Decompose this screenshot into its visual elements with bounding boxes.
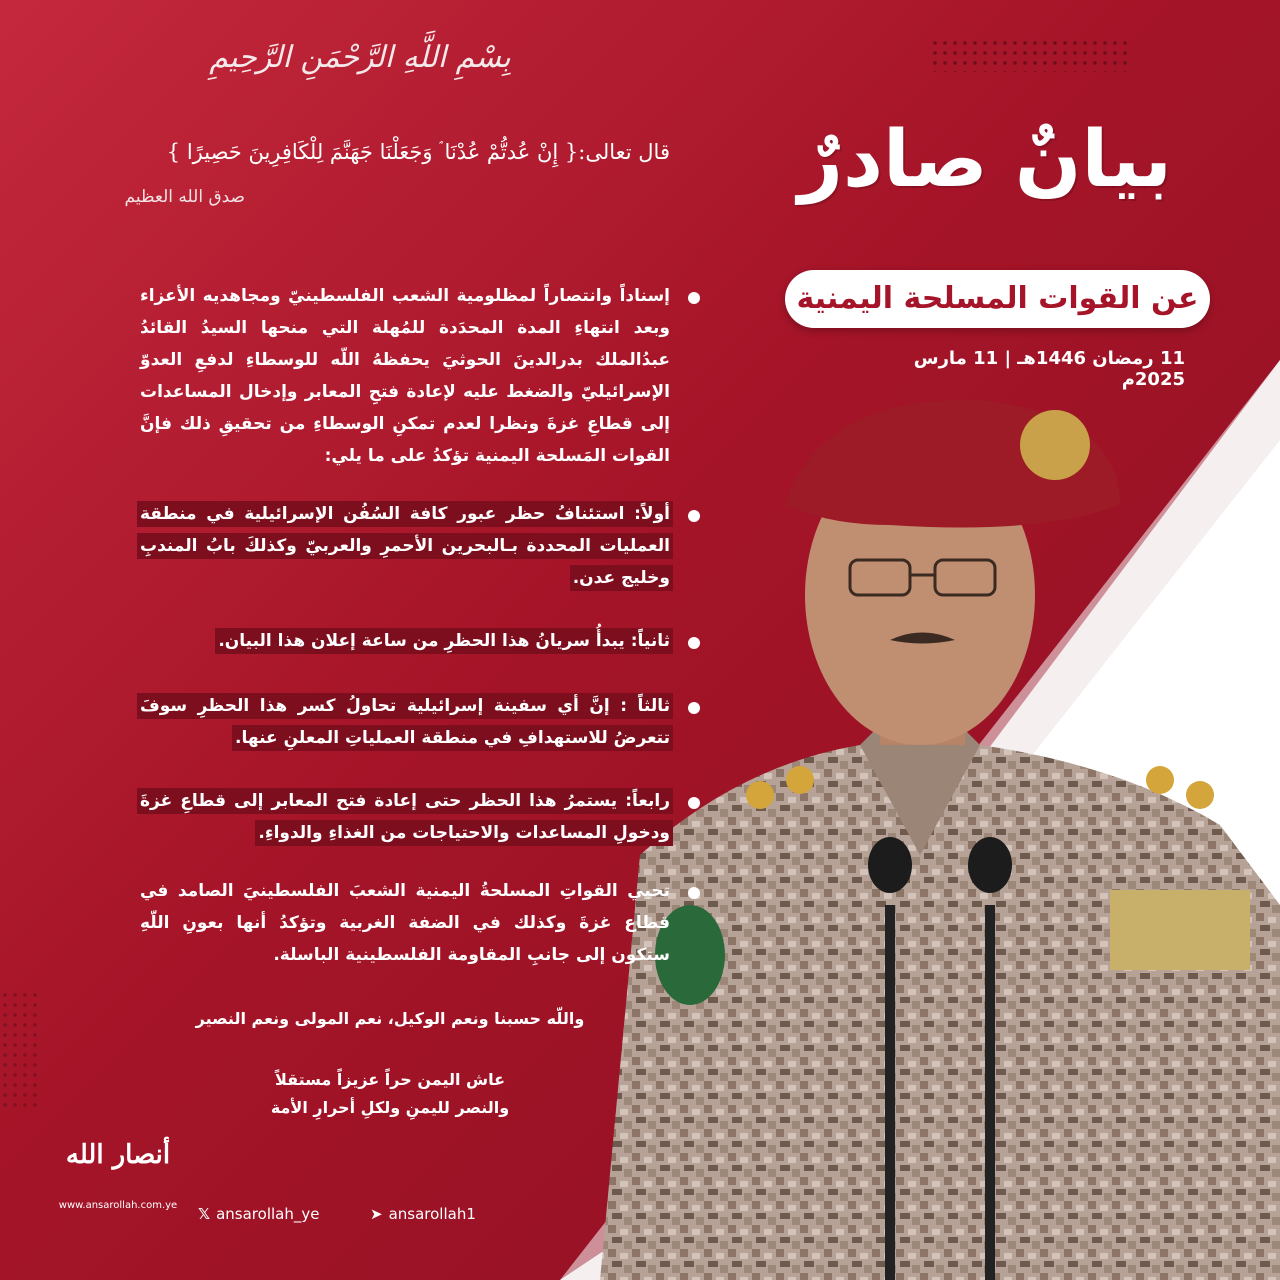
- decorative-dots: [930, 38, 1130, 72]
- bullet-icon: [688, 637, 700, 649]
- website-text: www.ansarollah.com.ye: [58, 1200, 178, 1211]
- x-link[interactable]: 𝕏 ansarollah_ye: [198, 1205, 320, 1223]
- closing-line-3: والنصر لليمنِ ولكلِ أحرارِ الأمة: [270, 1098, 510, 1117]
- telegram-link[interactable]: ➤ ansarollah1: [370, 1205, 476, 1223]
- intro-paragraph: إسناداً وانتصاراً لمظلومية الشعب الفلسطينيّ ومجاهديه الأعزاء وبعد انتهاءِ المدة المحدَدة للمُهلة التي منحها السيدُ القائدُ عبدُالملك بدرالدينَ الحوثيَ يحفظهُ اللّه للوسطاءِ لدفعِ العدوّ الإسرائيليّ والضغط عليه لإعادة فتحِ المعابر وإدخال المساعدات إلى قطاعِ غزةَ ونظرا لعدم تمكنِ الوسطاءِ من تحقيقِ ذلك فإنَّ القوات المَسلحة اليمنية تؤكدُ على ما يلي:: [140, 280, 670, 472]
- point-3: ثالثاً : إنَّ أي سفينة إسرائيلية تحاولُ كسر هذا الحظرِ سوفَ تتعرضُ للاستهدافِ في منطقة العملياتِ المعلنِ عنها.: [140, 690, 670, 754]
- quran-verse: قال تعالى:{ إِنْ عُدتُّمْ عُدْنَا ۘ وَجَعَلْنَا جَهَنَّمَ لِلْكَافِرِينَ حَصِيرًا }: [166, 140, 670, 164]
- source-pill: عن القوات المسلحة اليمنية: [785, 270, 1210, 328]
- point-2: ثانياً: يبدأُ سريانُ هذا الحظرِ من ساعة إعلان هذا البيان.: [140, 625, 670, 657]
- point-1: أولاً: استئنافُ حظر عبور كافة السُفُن الإسرائيلية في منطقة العمليات المحددة بـالبحرين الأحمرِ والعربيّ وكذلكَ بابُ المندبِ وخليج عدن.: [140, 498, 670, 594]
- headline: بيانٌ صادرٌ: [798, 115, 1172, 205]
- bullet-icon: [688, 887, 700, 899]
- decorative-dots-left: [0, 990, 40, 1110]
- verse-ending: صدق الله العظيم: [124, 187, 245, 207]
- x-icon: 𝕏: [198, 1205, 211, 1223]
- basmala: بِسْمِ اللَّهِ الرَّحْمَنِ الرَّحِيمِ: [209, 40, 511, 75]
- salute-paragraph: تحيي القواتِ المسلحةُ اليمنية الشعبَ الفلسطينيَ الصامد في قطاع غزةَ وكذلك في الضفة الغربية وتؤكدُ أنها بعونِ اللّهِ ستكون إلى جانبِ المقاومة الفلسطينية الباسلة.: [140, 875, 670, 971]
- logo-text: أنصار الله: [65, 1140, 171, 1170]
- date-line: 11 رمضان 1446هـ | 11 مارس 2025م: [913, 348, 1185, 390]
- bullet-icon: [688, 510, 700, 522]
- ansarollah-logo: [58, 1140, 178, 1220]
- closing-line-1: واللّه حسبنا ونعم الوكيل، نعم المولى ونعم النصير: [195, 1009, 585, 1028]
- bullet-icon: [688, 797, 700, 809]
- telegram-icon: ➤: [370, 1205, 383, 1223]
- bullet-icon: [688, 292, 700, 304]
- closing-line-2: عاش اليمن حراً عزيزاً مستقلاً: [274, 1070, 506, 1089]
- point-4: رابعاً: يستمرُ هذا الحظر حتى إعادة فتح المعابر إلى قطاعِ غزةَ ودخولِ المساعدات والاحتياجات من الغذاءِ والدواءِ.: [140, 785, 670, 849]
- bullet-icon: [688, 702, 700, 714]
